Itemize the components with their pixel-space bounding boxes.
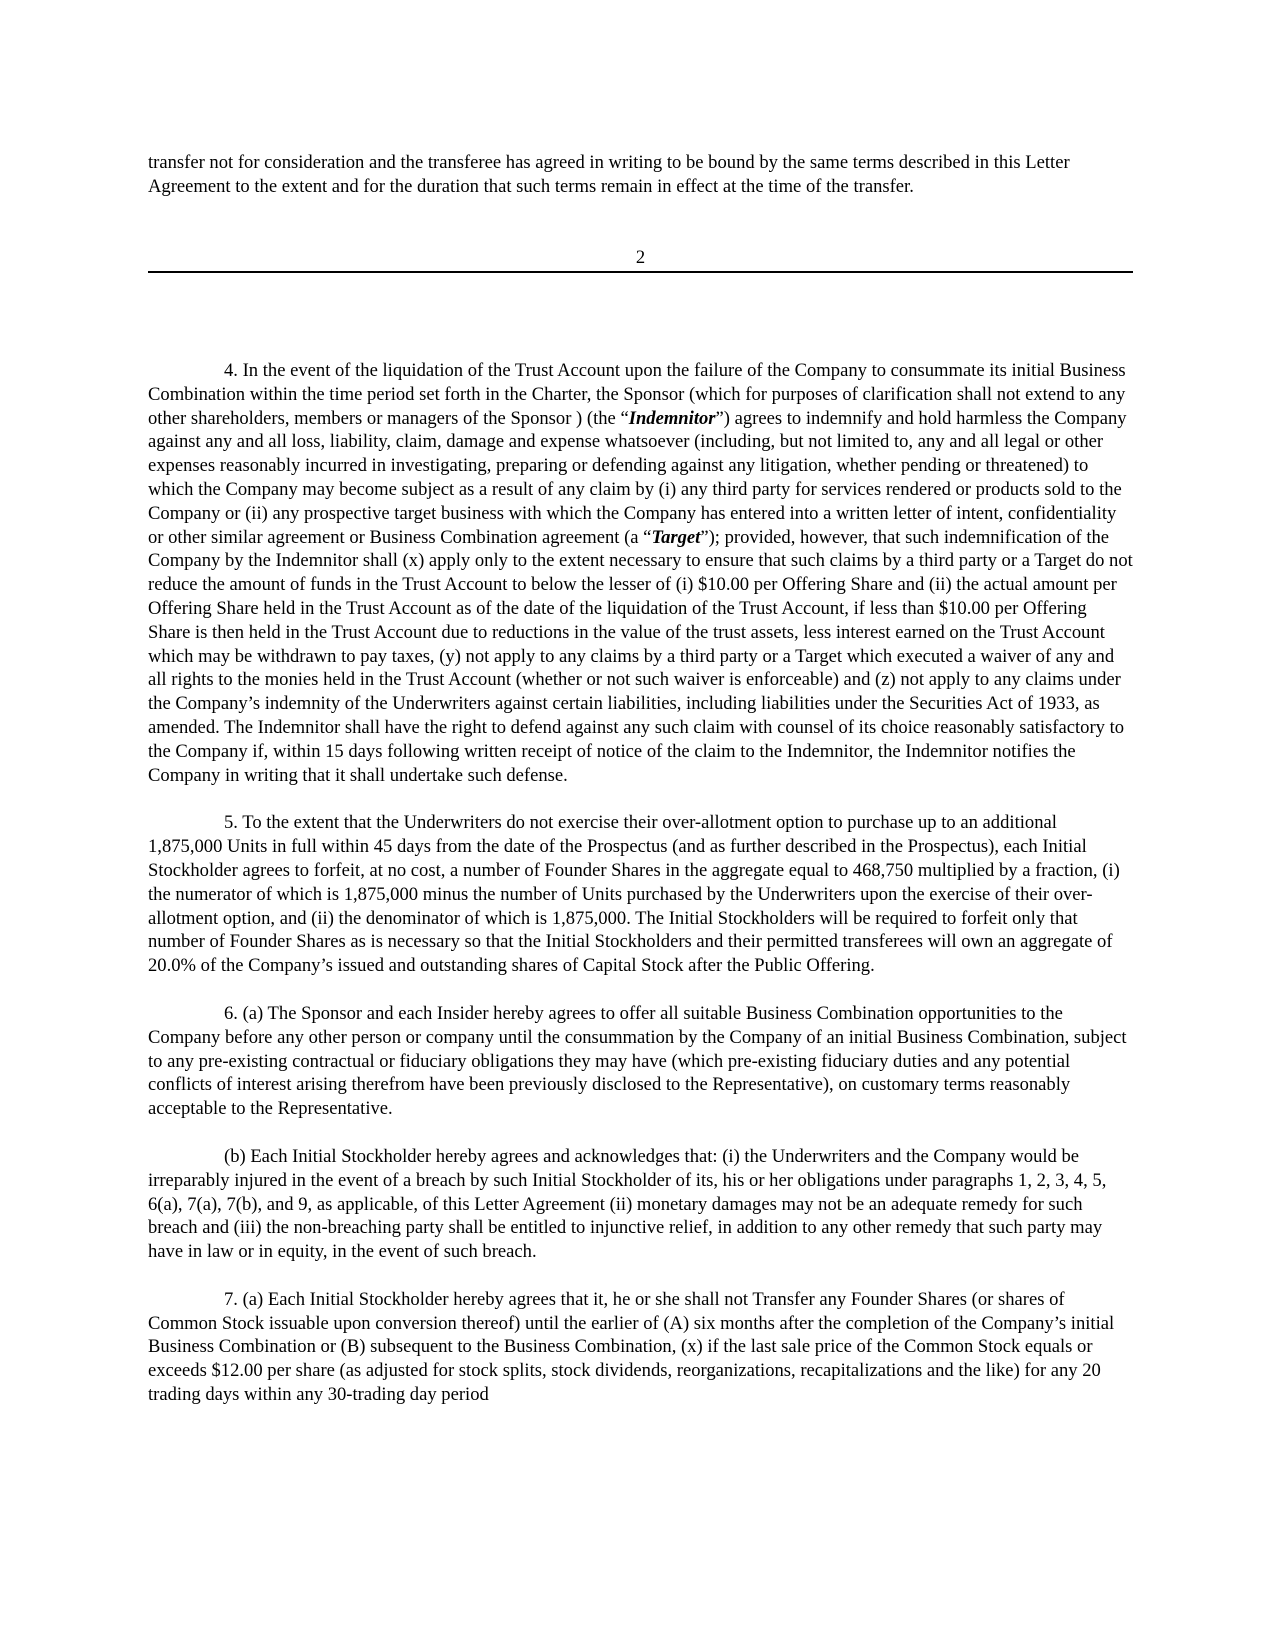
paragraph-4-part2: ”) agrees to indemnify and hold harmless the Company against any and all loss, liability, claim, damage and expense whatsoever (including, but not limited to, any and all legal or other expenses reasonably incurred in investigating, preparing or defending against any litigation, whether pending or threatened) to which the Company may become subject as a result of any claim by (i) any third party for services rendered or products sold to the Company or (ii) any prospective target business with which the Company has entered into a written letter of intent, confidentiality or other similar agreement or Business Combination agreement (a “ (148, 407, 1127, 548)
paragraph-4-part1: 4. In the event of the liquidation of the Trust Account upon the failure of the Company to consummate its initial Business Combination within the time period set forth in the Charter, the Sponsor (which for purposes of clarification shall not extend to any other shareholders, members or managers of the Sponsor ) (the “ (148, 360, 1126, 429)
carryover-paragraph: transfer not for consideration and the transferee has agreed in writing to be bound by the same terms described in this Letter Agreement to the extent and for the duration that such terms remain in effect at the time of the transfer. (148, 152, 1070, 197)
paragraph-7a: 7. (a) Each Initial Stockholder hereby agrees that it, he or she shall not Transfer any Founder Shares (or shares of Common Stock issuable upon conversion thereof) until the earlier of (A) six months after the completion of the Company’s initial Business Combination or (B) subsequent to the Business Combination, (x) if the last sale price of the Common Stock equals or exceeds $12.00 per share (as adjusted for stock splits, stock dividends, reorganizations, recapitalizations and the like) for any 20 trading days within any 30-trading day period (148, 1288, 1115, 1406)
document-body (148, 359, 1133, 1431)
page-divider (148, 271, 1133, 273)
paragraph-4-part3: ”); provided, however, that such indemnification of the Company by the Indemnitor shall (x) apply only to the extent necessary to ensure that such claims by a third party or a Target do not reduce the amount of funds in the Trust Account to below the lesser of (i) $10.00 per Offering Share and (ii) the actual amount per Offering Share held in the Trust Account as of the date of the liquidation of the Trust Account, if less than $10.00 per Offering Share is then held in the Trust Account due to reductions in the value of the trust assets, less interest earned on the Trust Account which may be withdrawn to pay taxes, (y) not apply to any claims by a third party or a Target which executed a waiver of any and all rights to the monies held in the Trust Account (whether or not such waiver is enforceable) and (z) not apply to any claims under the Company’s indemnity of the Underwriters against certain liabilities, including liabilities under the Securities Act of 1933, as amended. The Indemnitor shall have the right to defend against any such claim with counsel of its choice reasonably satisfactory to the Company if, within 15 days following written receipt of notice of the claim to the Indemnitor, the Indemnitor notifies the Company in writing that it shall undertake such defense. (148, 526, 1133, 786)
defined-term-target: Target (651, 526, 701, 548)
carryover-block (148, 151, 1133, 199)
paragraph-6a: 6. (a) The Sponsor and each Insider hereby agrees to offer all suitable Business Combination opportunities to the Company before any other person or company until the consummation by the Company of an initial Business Combination, subject to any pre-existing contractual or fiduciary obligations they may have (which pre-existing fiduciary duties and any potential conflicts of interest arising therefrom have been previously disclosed to the Representative), on customary terms reasonably acceptable to the Representative. (148, 1002, 1127, 1120)
paragraph-5: 5. To the extent that the Underwriters do not exercise their over-allotment option to purchase up to an additional 1,875,000 Units in full within 45 days from the date of the Prospectus (and as further described in the Prospectus), each Initial Stockholder agrees to forfeit, at no cost, a number of Founder Shares in the aggregate equal to 468,750 multiplied by a fraction, (i) the numerator of which is 1,875,000 minus the number of Units purchased by the Underwriters upon the exercise of their over-allotment option, and (ii) the denominator of which is 1,875,000. The Initial Stockholders will be required to forfeit only that number of Founder Shares as is necessary so that the Initial Stockholders and their permitted transferees will own an aggregate of 20.0% of the Company’s issued and outstanding shares of Capital Stock after the Public Offering. (148, 812, 1120, 977)
paragraph-6b: (b) Each Initial Stockholder hereby agrees and acknowledges that: (i) the Underwriters and the Company would be irreparably injured in the event of a breach by such Initial Stockholder of its, his or her obligations under paragraphs 1, 2, 3, 4, 5, 6(a), 7(a), 7(b), and 9, as applicable, of this Letter Agreement (ii) monetary damages may not be an adequate remedy for such breach and (iii) the non-breaching party shall be entitled to injunctive relief, in addition to any other remedy that such party may have in law or in equity, in the event of such breach. (148, 1145, 1107, 1263)
page-number: 2 (635, 247, 646, 268)
defined-term-indemnitor: Indemnitor (628, 407, 716, 429)
paragraph-4 (148, 359, 1133, 787)
